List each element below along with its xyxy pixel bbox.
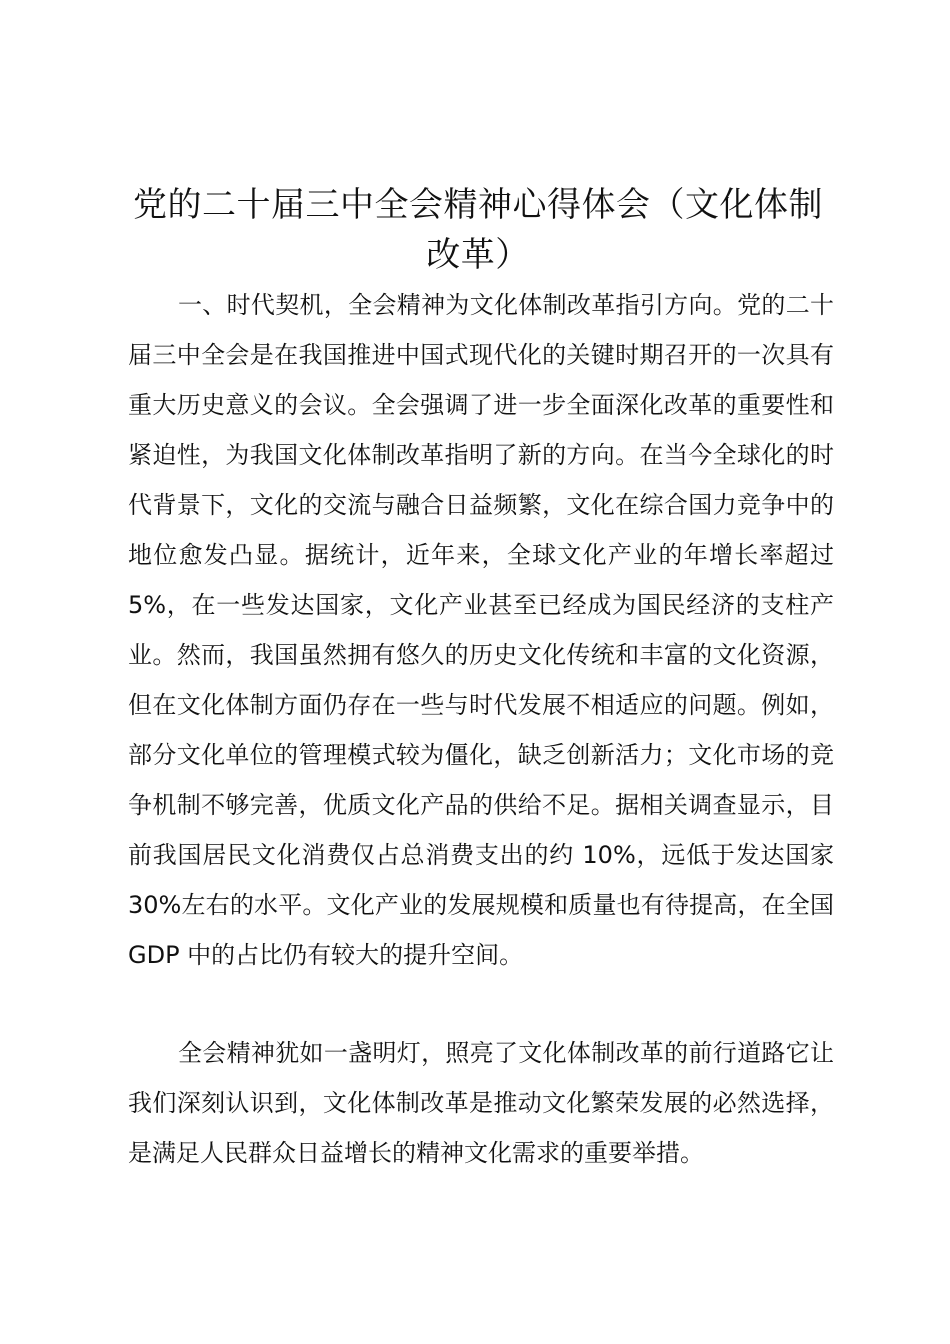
document-title: 党的二十届三中全会精神心得体会（文化体制改革）	[133, 185, 823, 275]
body-paragraph-1: 一、时代契机，全会精神为文化体制改革指引方向。党的二十届三中全会是在我国推进中国式现代化的关键时期召开的一次具有重大历史意义的会议。全会强调了进一步全面深化改革的重要性和紧迫性，为我国文化体制改革指明了新的方向。在当今全球化的时代背景下，文化的交流与融合日益频繁，文化在综合国力竞争中的地位愈发凸显。据统计，近年来，全球文化产业的年增长率超过 5%，在一些发达国家，文化产业甚至已经成为国民经济的支柱产业。然而，我国虽然拥有悠久的历史文化传统和丰富的文化资源，但在文化体制方面仍存在一些与时代发展不相适应的问题。例如，部分文化单位的管理模式较为僵化，缺乏创新活力；文化市场的竞争机制不够完善，优质文化产品的供给不足。据相关调查显示，目前我国居民文化消费仅占总消费支出的约 10%，远低于发达国家 30%左右的水平。文化产业的发展规模和质量也有待提高，在全国 GDP 中的占比仍有较大的提升空间。	[128, 291, 834, 969]
body-paragraph-2: 全会精神犹如一盏明灯，照亮了文化体制改革的前行道路它让我们深刻认识到，文化体制改革是推动文化繁荣发展的必然选择，是满足人民群众日益增长的精神文化需求的重要举措。	[128, 1039, 834, 1167]
